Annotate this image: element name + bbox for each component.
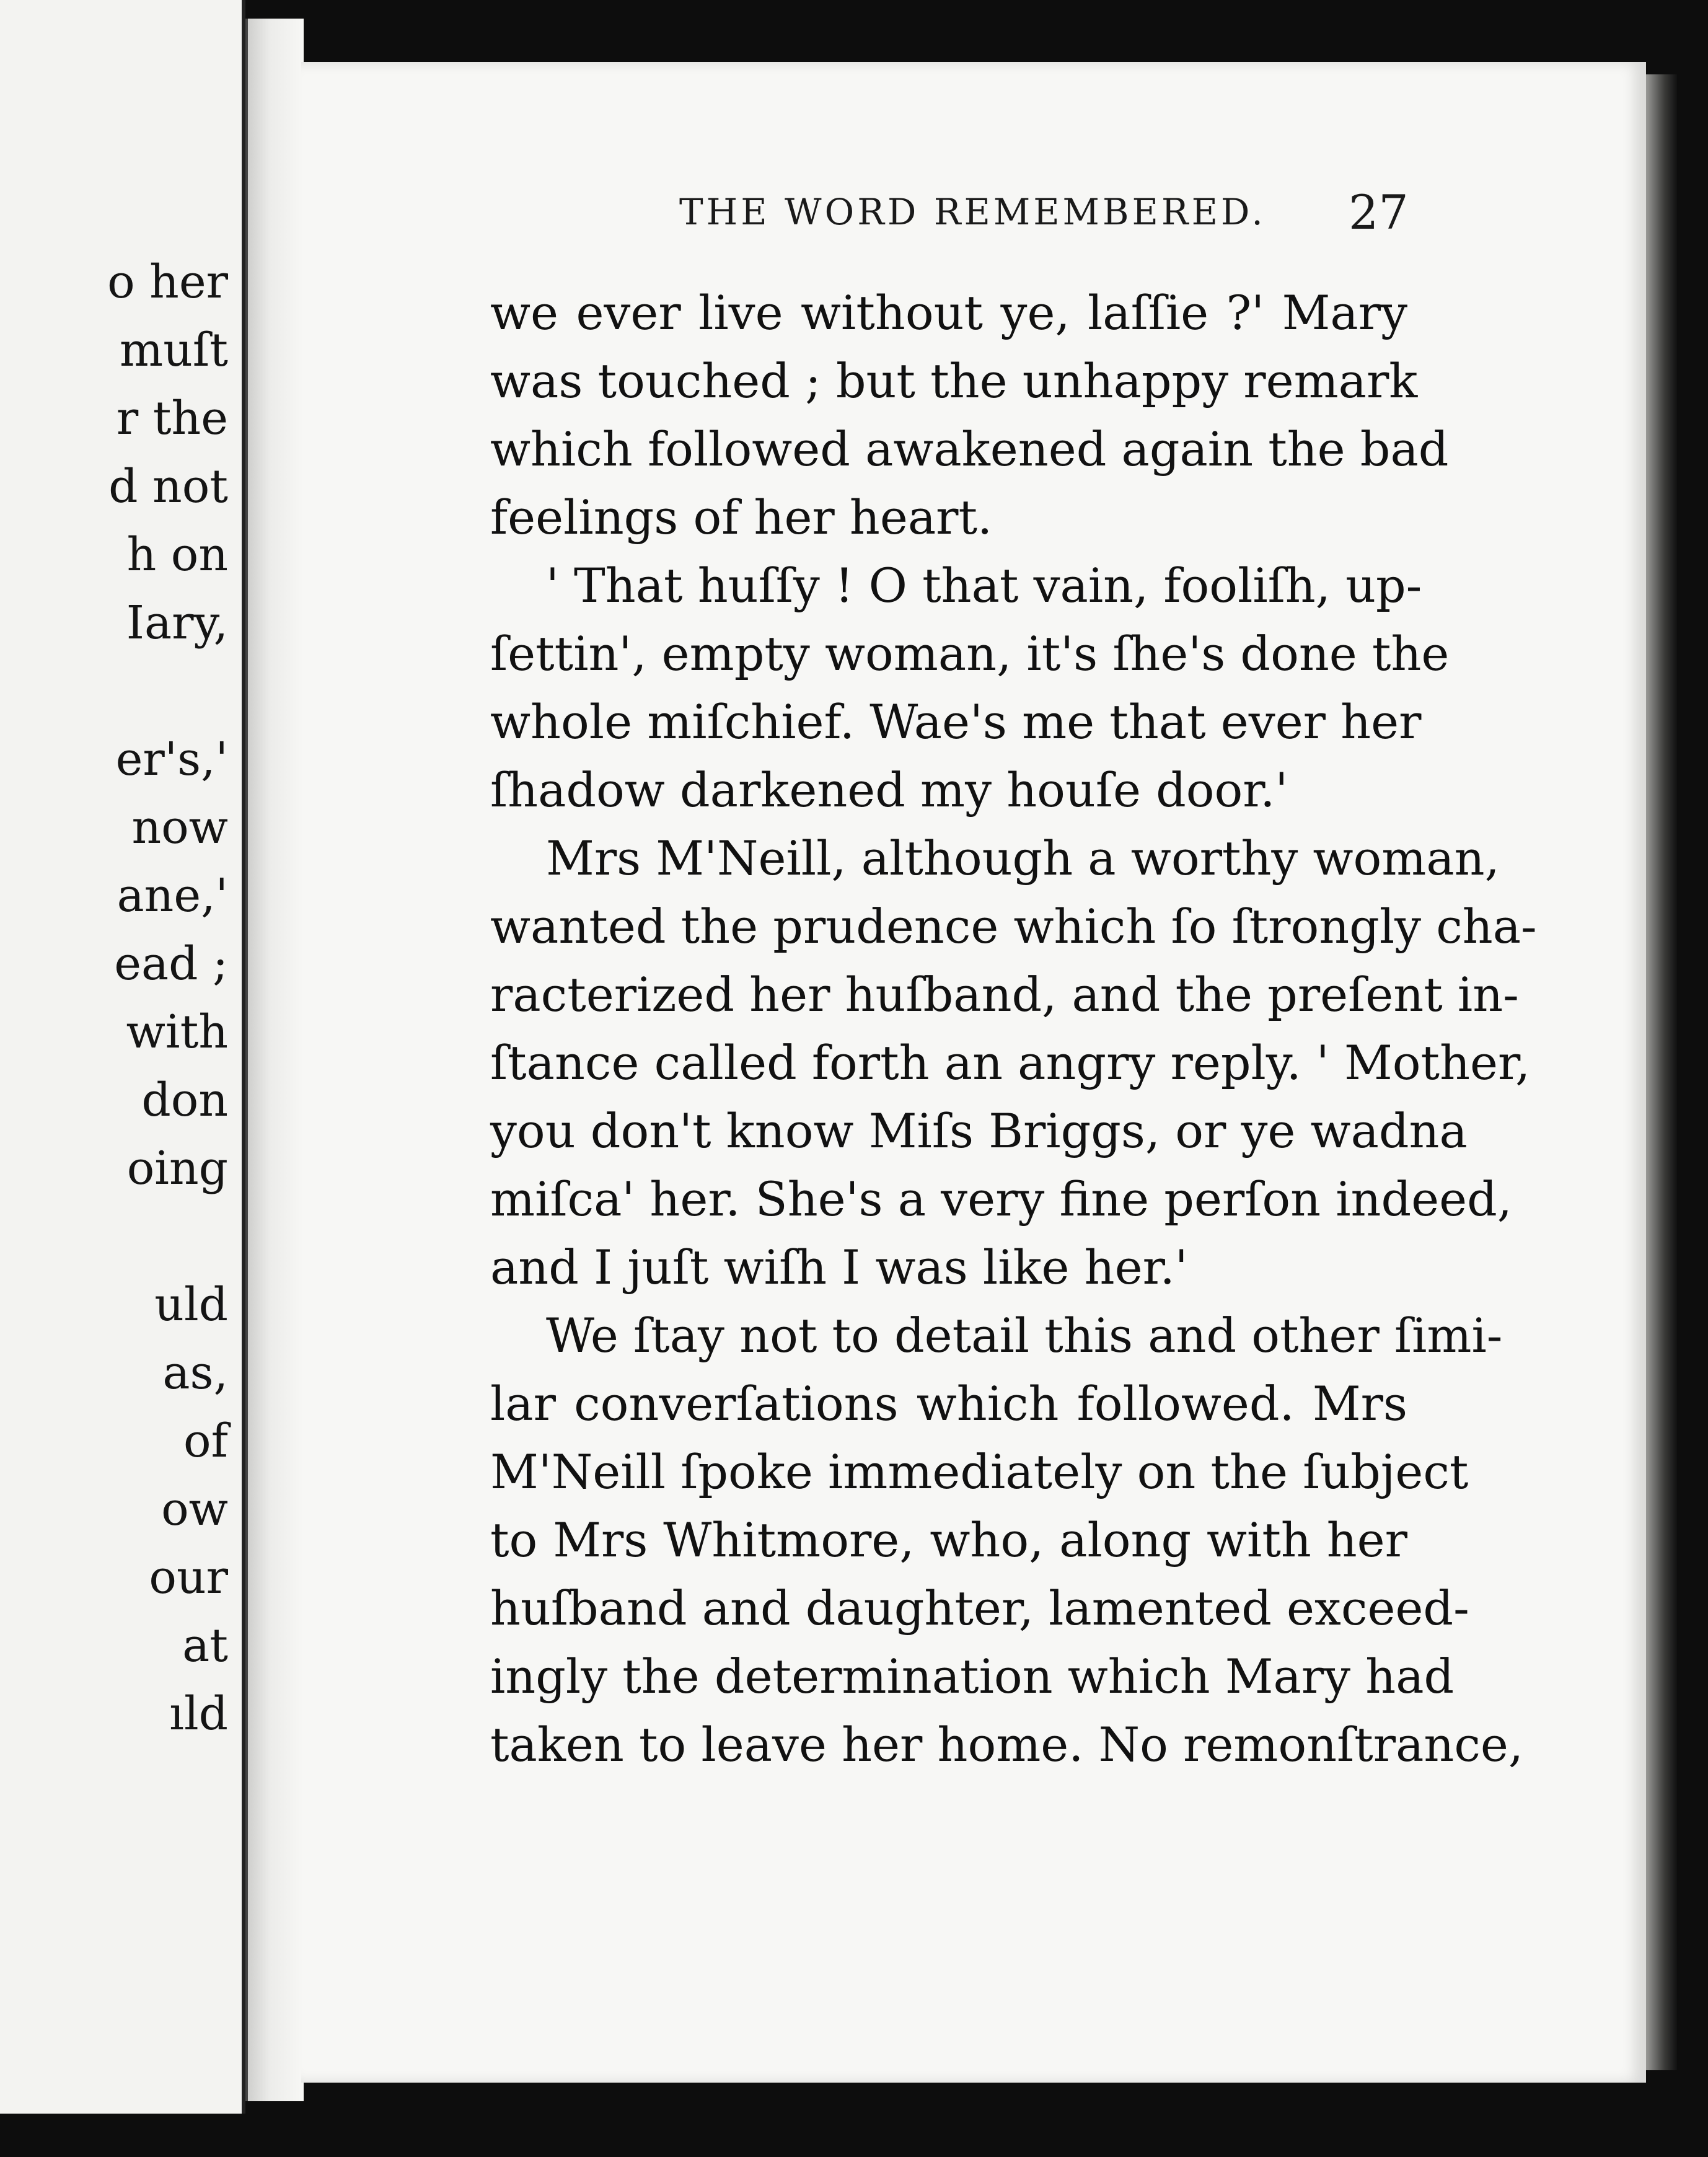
text-line: ' That huſſy ! O that vain, fooliſh, up- xyxy=(546,558,1422,613)
facing-line-fragment: r the xyxy=(116,392,228,445)
facing-line-fragment: at xyxy=(182,1619,228,1672)
running-head: THE WORD REMEMBERED. xyxy=(679,191,1266,233)
facing-line-fragment: now xyxy=(131,801,228,854)
book-page xyxy=(301,62,1646,2083)
facing-line-fragment: muſt xyxy=(120,324,228,377)
text-line: we ever live without ye, laſſie ?' Mary xyxy=(490,285,1407,340)
book-gutter xyxy=(245,19,304,2101)
text-line: and I juſt wiſh I was like her.' xyxy=(490,1240,1188,1295)
text-line: was touched ; but the unhappy remark xyxy=(490,353,1418,408)
text-line: Mrs M'Neill, although a worthy woman, xyxy=(546,831,1500,886)
page-body-text xyxy=(490,279,1537,1779)
text-line: ſettin', empty woman, it's ſhe's done the xyxy=(490,626,1450,681)
text-line: huſband and daughter, lamented exceed- xyxy=(490,1581,1469,1636)
text-line: lar converſations which followed. Mrs xyxy=(490,1376,1407,1431)
text-line: M'Neill ſpoke immediately on the ſubject xyxy=(490,1444,1469,1499)
facing-line-fragment: ead ; xyxy=(114,937,228,990)
facing-line-fragment: our xyxy=(149,1551,228,1604)
text-line: wanted the prudence which ſo ſtrongly cha- xyxy=(490,899,1537,954)
facing-page xyxy=(0,0,245,2114)
facing-line-fragment: ıld xyxy=(169,1687,228,1740)
facing-line-fragment: h on xyxy=(126,528,228,581)
page-number: 27 xyxy=(1349,185,1409,240)
facing-line-fragment: oing xyxy=(126,1142,228,1195)
text-line: ſtance called forth an angry reply. ' Mother, xyxy=(490,1035,1531,1090)
facing-line-fragment: ane,' xyxy=(117,869,228,922)
facing-line-fragment: o her xyxy=(107,255,228,309)
text-line: feelings of her heart. xyxy=(490,490,993,545)
text-line: whole miſchief. Wae's me that ever her xyxy=(490,694,1422,749)
text-line: you don't know Miſs Briggs, or ye wadna xyxy=(490,1103,1468,1158)
facing-line-fragment: Iary, xyxy=(126,596,228,650)
facing-line-fragment: as, xyxy=(162,1346,228,1400)
facing-line-fragment: d not xyxy=(108,460,228,513)
facing-line-fragment: ow xyxy=(161,1483,228,1536)
text-line: to Mrs Whitmore, who, along with her xyxy=(490,1512,1407,1568)
facing-line-fragment: don xyxy=(141,1074,228,1127)
text-line: We ſtay not to detail this and other ſimi- xyxy=(546,1308,1503,1363)
text-line: ingly the determination which Mary had xyxy=(490,1649,1455,1704)
text-line: racterized her huſband, and the preſent in- xyxy=(490,967,1519,1022)
facing-line-fragment: with xyxy=(126,1005,228,1059)
facing-line-fragment: er's,' xyxy=(115,733,228,786)
text-line: miſca' her. She's a very fine perſon indeed, xyxy=(490,1171,1512,1227)
text-line: which followed awakened again the bad xyxy=(490,421,1449,477)
facing-line-fragment: of xyxy=(183,1414,228,1468)
facing-line-fragment: uld xyxy=(154,1278,228,1331)
page-block-edge xyxy=(1646,74,1677,2070)
text-line: ſhadow darkened my houſe door.' xyxy=(490,762,1288,818)
text-line: taken to leave her home. No remonſtrance, xyxy=(490,1717,1524,1772)
